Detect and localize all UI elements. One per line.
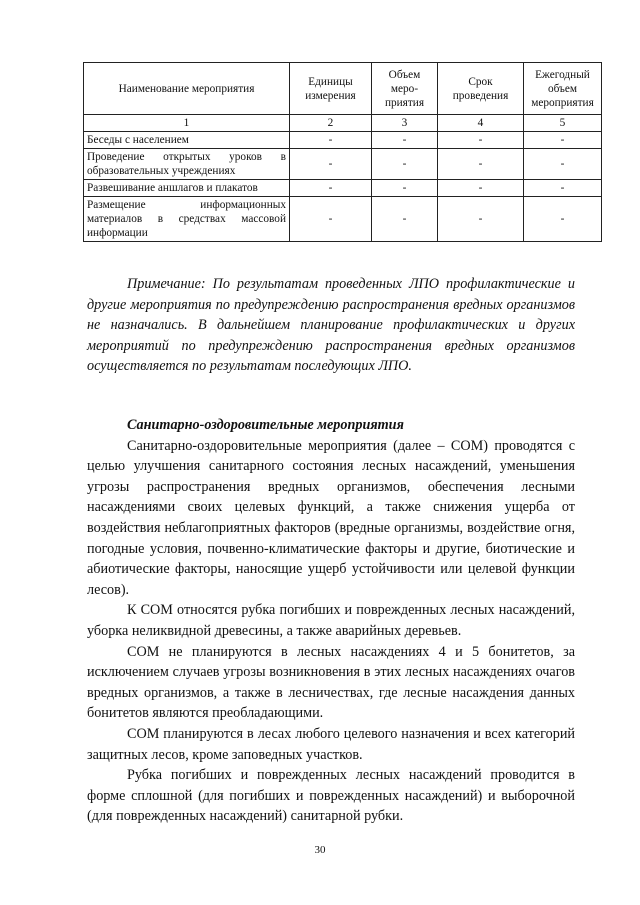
header-name: Наименование мероприятия [84,63,290,115]
sanitary-section [87,415,575,827]
column-number: 5 [524,115,602,132]
section-heading: Санитарно-оздоровительные мероприятия [127,417,404,433]
paragraph: К СОМ относятся рубка погибших и поврежденных лесных насаждений, уборка неликвидной древесины, а также аварийных деревьев. [87,602,575,639]
measure-cell: - [524,180,602,197]
measure-cell: - [372,149,438,180]
table-row [84,149,602,180]
measure-cell: - [524,197,602,242]
measure-cell: - [438,197,524,242]
measure-name: Размещение информационных материалов в средствах массовой информации [84,197,290,242]
column-number: 2 [290,115,372,132]
paragraph: СОМ не планируются в лесных насаждениях 4 и 5 бонитетов, за исключением случаев угрозы возникновения в этих лесных насаждениях очагов вредных организмов, а также в лесничествах, где лесные насаждения данных бонитетов являются преобладающими. [87,643,575,722]
measure-cell: - [438,132,524,149]
table-row [84,180,602,197]
measure-cell: - [372,197,438,242]
table-row [84,197,602,242]
measure-cell: - [372,180,438,197]
measure-cell: - [438,180,524,197]
measure-cell: - [290,180,372,197]
paragraph: СОМ планируются в лесах любого целевого назначения и всех категорий защитных лесов, кроме заповедных участков. [87,725,575,763]
measure-cell: - [372,132,438,149]
column-number: 1 [84,115,290,132]
paragraph: Санитарно-оздоровительные мероприятия (далее – СОМ) проводятся с целью улучшения санитарного состояния лесных насаждений, уменьшения угрозы распространения вредных организмов, обеспечения лесными насаждениями своих целевых функций, а также снижения ущерба от воздействия неблагоприятных факторов (вредные организмы, воздействие огня, погодные условия, почвенно-климатические факторы и другие, биотические и абиотические факторы, наносящие ущерб устойчивости или целевой функции лесов). [87,437,575,598]
measures-table [83,62,602,242]
table-number-row [84,115,602,132]
measure-name: Развешивание аншлагов и плакатов [84,180,290,197]
note-text: Примечание: По результатам проведенных ЛПО профилактические и другие мероприятия по предупреждению распространения вредных организмов не назначались. В дальнейшем планирование профилактических и других мероприятий по предупреждению распространения вредных организмов осуществляется по результатам последующих ЛПО. [87,276,575,375]
column-number: 3 [372,115,438,132]
paragraph: Рубка погибших и поврежденных лесных насаждений проводится в форме сплошной (для погибших и поврежденных насаждений) и выборочной (для поврежденных насаждений) санитарной рубки. [87,767,575,825]
column-number: 4 [438,115,524,132]
measure-cell: - [438,149,524,180]
measure-name: Проведение открытых уроков в образовательных учреждениях [84,149,290,180]
measure-cell: - [290,149,372,180]
page-number: 30 [314,844,326,856]
measure-cell: - [290,197,372,242]
measure-cell: - [290,132,372,149]
header-annual-volume: Ежегодный объем мероприятия [524,63,602,115]
header-period: Срок проведения [438,63,524,115]
measure-cell: - [524,132,602,149]
measure-name: Беседы с населением [84,132,290,149]
header-units: Единицы измерения [290,63,372,115]
table-header-row [84,63,602,115]
table-row [84,132,602,149]
header-volume: Объем меро-приятия [372,63,438,115]
note-block [87,274,575,377]
measure-cell: - [524,149,602,180]
